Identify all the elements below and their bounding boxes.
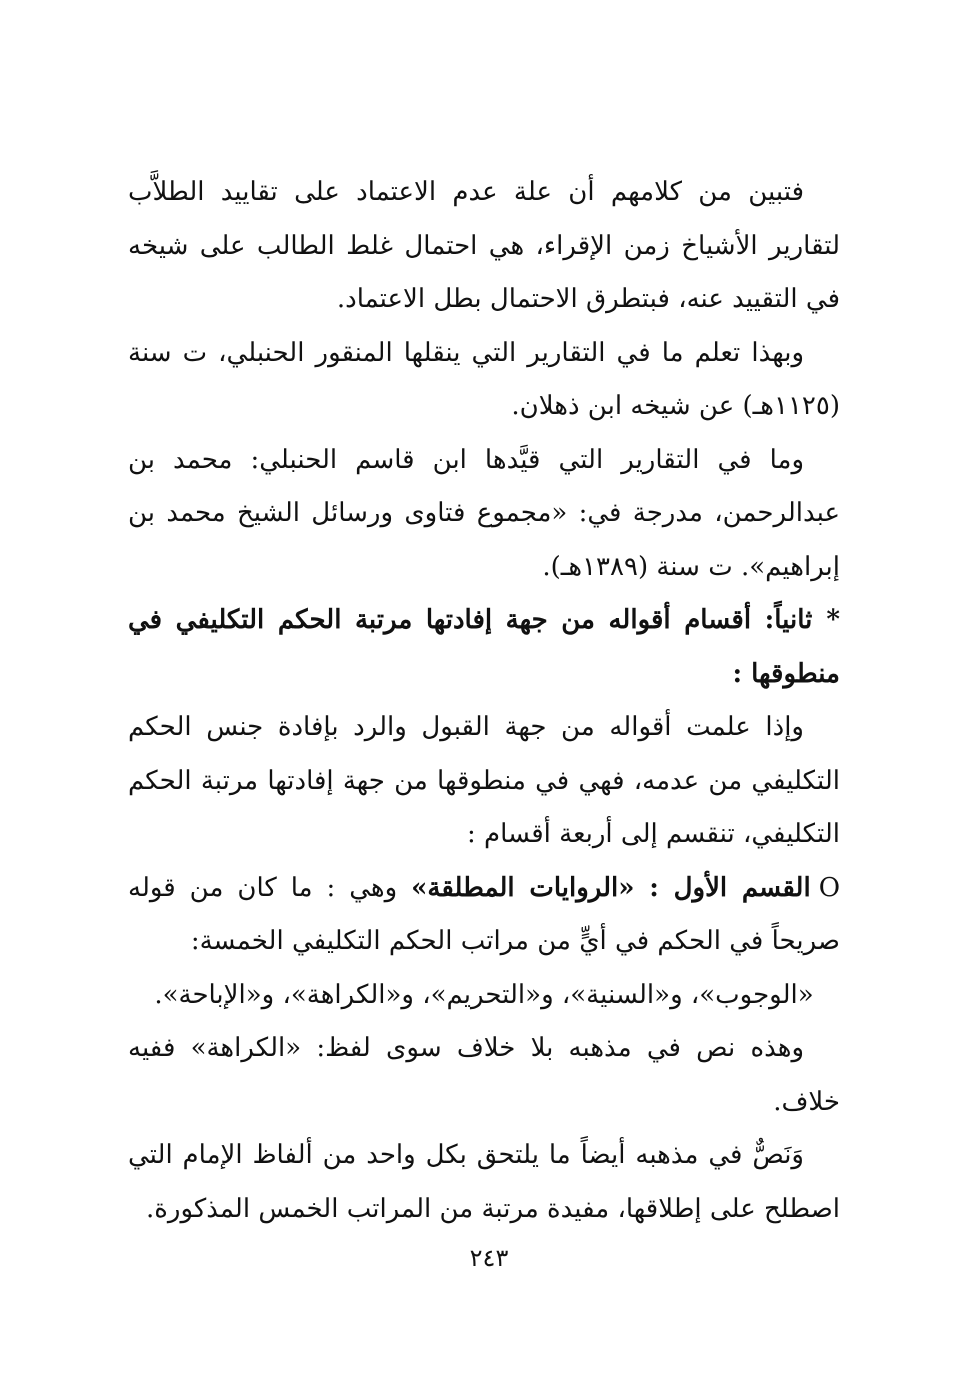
body-text <box>128 166 840 1236</box>
first-division <box>128 862 840 969</box>
page-number: ٢٤٣ <box>469 1244 509 1272</box>
paragraph-imam-terms: وَنَصٌّ في مذهبه أيضاً ما يلتحق بكل واحد من ألفاظ الإمام التي اصطلح على إطلاقها، مفيدة مرتبة من المراتب الخمس المذكورة. <box>128 1140 840 1224</box>
paragraph-conclusion: فتبين من كلامهم أن علة عدم الاعتماد على تقاييد الطلاَّب لتقارير الأشياخ زمن الإقراء، هي احتمال غلط الطالب على شيخه في التقييد عنه، فبتطرق الاحتمال بطل الاعتماد. <box>128 177 840 314</box>
circle-bullet-icon: O <box>818 872 841 903</box>
asterisk-icon: * <box>826 605 840 635</box>
five-rulings-list: «الوجوب»، و«السنية»، و«التحريم»، و«الكراهة»، و«الإباحة». <box>154 979 814 1010</box>
section-heading <box>128 594 840 701</box>
first-division-text: وهي : ما كان من قوله صريحاً في الحكم في أيٍّ من مراتب الحكم التكليفي الخمسة: <box>128 872 840 956</box>
first-division-title: القسم الأول : «الروايات المطلقة» <box>411 872 811 903</box>
paragraph-manqur: وبهذا تعلم ما في التقارير التي ينقلها المنقور الحنبلي، ت سنة (١١٢٥هـ) عن شيخه ابن ذهلان. <box>128 337 840 421</box>
paragraph-four-divisions: وإذا علمت أقواله من جهة القبول والرد بإفادة جنس الحكم التكليفي من عدمه، فهي في منطوقها من جهة إفادتها مرتبة الحكم التكليفي، تنقسم إلى أربعة أقسام : <box>128 712 840 849</box>
heading-text: ثانياً: أقسام أقواله من جهة إفادتها مرتبة الحكم التكليفي في منطوقها : <box>128 605 840 689</box>
paragraph-ibn-qasim: وما في التقارير التي قيَّدها ابن قاسم الحنبلي: محمد بن عبدالرحمن، مدرجة في: «مجموع فتاوى ورسائل الشيخ محمد بن إبراهيم». ت سنة (١٣٨٩هـ). <box>128 444 840 582</box>
paragraph-karaha: وهذه نص في مذهبه بلا خلاف سوى لفظ: «الكراهة» ففيه خلاف. <box>128 1033 840 1117</box>
